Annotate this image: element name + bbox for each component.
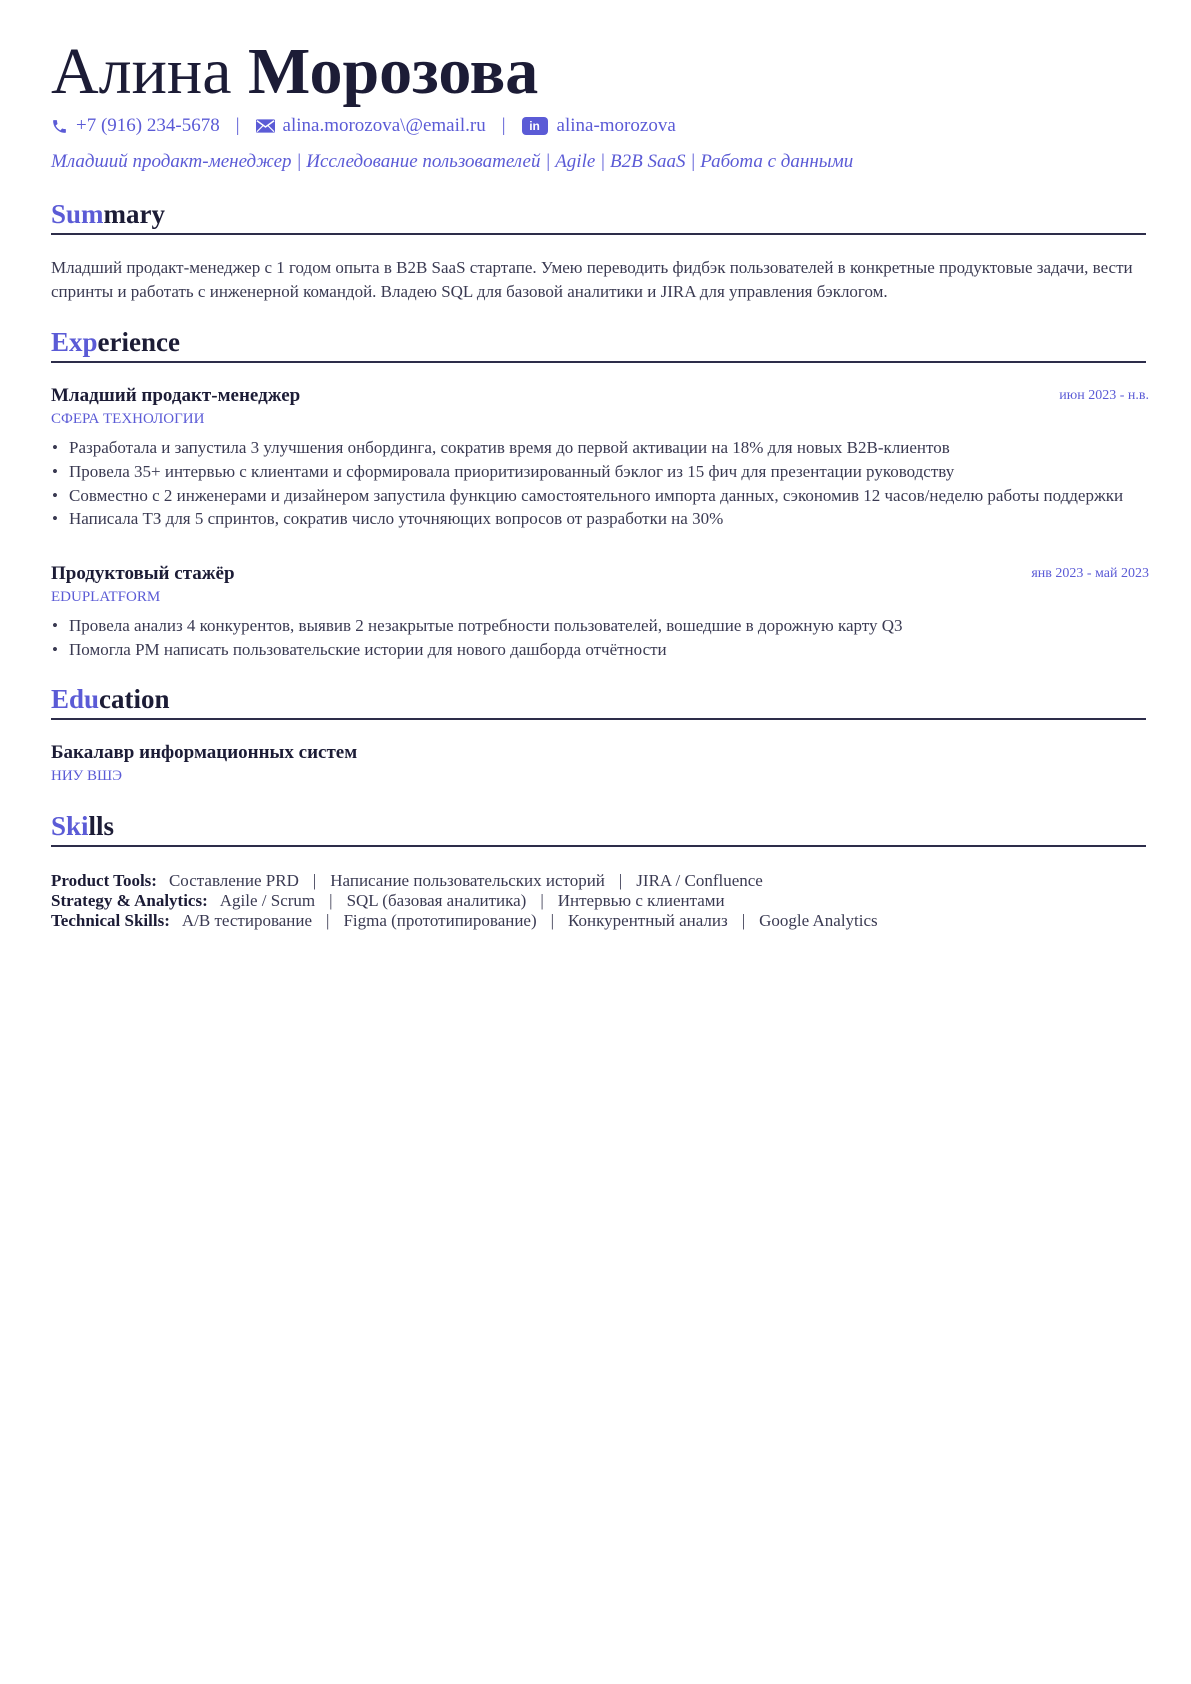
heading-rest: mary	[103, 199, 166, 229]
job-dates: янв 2023 - май 2023	[1031, 566, 1149, 581]
candidate-name	[51, 32, 538, 112]
list-item: • Помогла PM написать пользовательские истории для нового дашборда отчётности	[51, 638, 1146, 662]
heading-rest: erience	[97, 327, 180, 357]
skill-separator: |	[618, 871, 623, 890]
heading-accent: Ski	[51, 811, 89, 841]
skill-item: Составление PRD	[168, 871, 299, 890]
job-title: Продуктовый стажёр	[51, 563, 235, 584]
skills-row-technical	[51, 911, 878, 931]
contact-line	[51, 113, 676, 139]
skill-item: Google Analytics	[759, 911, 878, 930]
skill-item: Agile / Scrum	[219, 891, 316, 910]
section-heading-experience	[51, 325, 1146, 363]
section-heading-education	[51, 682, 1146, 720]
skill-separator: |	[741, 911, 746, 930]
skill-separator: |	[550, 911, 555, 930]
phone-number: +7 (916) 234-5678	[76, 115, 220, 136]
company-name: СФЕРА ТЕХНОЛОГИИ	[51, 411, 205, 427]
summary-paragraph: Младший продакт-менеджер с 1 годом опыта в B2B SaaS стартапе. Умею переводить фидбэк пользователей в конкретные продуктовые задачи, вести спринты и работать с инженерной командой. Владею SQL для базовой аналитики и JIRA для управления бэклогом.	[51, 258, 1133, 301]
skills-row-product-tools	[51, 871, 763, 891]
linkedin-contact[interactable]	[522, 115, 676, 137]
skill-item: A/B тестирование	[181, 911, 313, 930]
envelope-icon	[256, 119, 275, 133]
headline-tagline: Младший продакт-менеджер | Исследование пользователей | Agile | B2B SaaS | Работа с данными	[51, 151, 854, 172]
first-name: Алина	[51, 35, 232, 108]
skill-item: Конкурентный анализ	[568, 911, 728, 930]
skill-separator: |	[540, 891, 544, 910]
degree-title: Бакалавр информационных систем	[51, 742, 358, 763]
skills-row-strategy	[51, 891, 725, 911]
heading-accent: Edu	[51, 684, 100, 714]
heading-accent: Exp	[51, 327, 98, 357]
email-address: alina.morozova\@email.ru	[282, 115, 486, 136]
contact-separator: |	[235, 115, 240, 136]
heading-rest: cation	[99, 684, 170, 714]
skill-item: Написание пользовательских историй	[330, 871, 605, 890]
job-dates: июн 2023 - н.в.	[1059, 388, 1149, 403]
contact-separator: |	[501, 115, 506, 136]
list-item: • Провела 35+ интервью с клиентами и сформировала приоритизированный бэклог из 15 фич для презентации руководству	[51, 460, 1146, 484]
school-name: НИУ ВШЭ	[51, 768, 123, 784]
email-contact[interactable]	[256, 115, 486, 137]
list-item: • Совместно с 2 инженерами и дизайнером запустила функцию самостоятельного импорта данных, сэкономив 12 часов/неделю работы поддержки	[51, 484, 1146, 508]
job-bullets	[51, 436, 1146, 531]
skill-item: JIRA / Confluence	[636, 871, 763, 890]
phone-contact[interactable]	[51, 115, 220, 137]
list-item: • Провела анализ 4 конкурентов, выявив 2 незакрытые потребности пользователей, вошедшие в дорожную карту Q3	[51, 614, 1146, 638]
heading-rest: lls	[88, 811, 115, 841]
linkedin-icon: in	[522, 117, 548, 135]
list-item: • Разработала и запустила 3 улучшения онбординга, сократив время до первой активации на 18% для новых B2B-клиентов	[51, 436, 1146, 460]
company-name: EDUPLATFORM	[51, 589, 161, 605]
skill-item: Интервью с клиентами	[557, 891, 725, 910]
skills-label: Strategy & Analytics:	[51, 891, 208, 910]
skill-separator: |	[329, 891, 333, 910]
skills-label: Product Tools:	[51, 871, 157, 890]
skill-item: Figma (прототипирование)	[343, 911, 537, 930]
section-heading-skills	[51, 809, 1146, 847]
last-name: Морозова	[248, 35, 539, 108]
heading-accent: Sum	[51, 199, 104, 229]
skill-item: SQL (базовая аналитика)	[346, 891, 527, 910]
skill-separator: |	[312, 871, 317, 890]
list-item: • Написала ТЗ для 5 спринтов, сократив число уточняющих вопросов от разработки на 30%	[51, 507, 1146, 531]
linkedin-handle: alina-morozova	[556, 115, 676, 136]
skills-label: Technical Skills:	[51, 911, 170, 930]
section-heading-summary	[51, 197, 1146, 235]
skill-separator: |	[326, 911, 330, 930]
job-title: Младший продакт-менеджер	[51, 385, 301, 406]
phone-icon	[51, 118, 68, 135]
job-bullets	[51, 614, 1146, 662]
